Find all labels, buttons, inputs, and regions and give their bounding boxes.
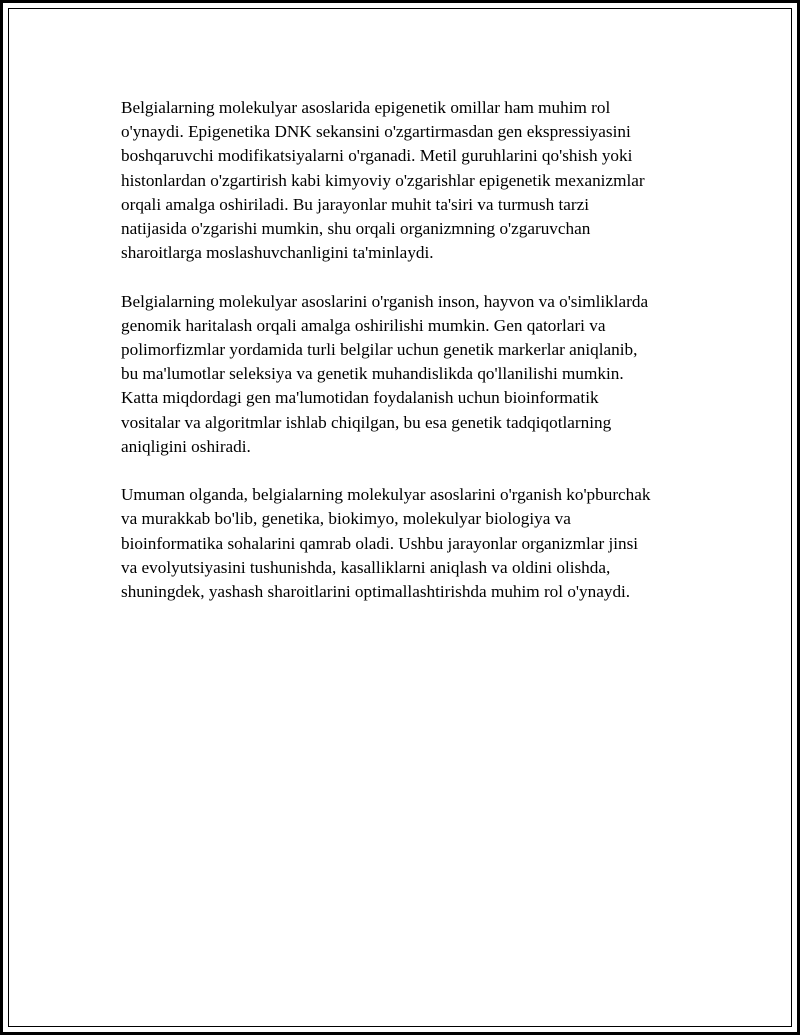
document-body [121, 96, 697, 628]
text-line: aniqligini oshiradi. [121, 436, 251, 456]
text-line: Belgialarning molekulyar asoslarini o'rganish inson, hayvon va o'simliklarda [121, 291, 649, 311]
text-line: Umuman olganda, belgialarning molekulyar asoslarini o'rganish ko'pburchak [121, 485, 651, 505]
text-line: bu ma'lumotlar seleksiya va genetik muhandislikda qo'llanilishi mumkin. [121, 364, 624, 384]
paragraph-genomic-mapping [121, 290, 697, 459]
paragraph-conclusion [121, 483, 697, 604]
text-line: o'ynaydi. Epigenetika DNK sekansini o'zgartirmasdan gen ekspressiyasini [121, 122, 631, 142]
text-line: shuningdek, yashash sharoitlarini optimallashtirishda muhim rol o'ynaydi. [121, 582, 631, 602]
text-line: vositalar va algoritmlar ishlab chiqilgan, bu esa genetik tadqiqotlarning [121, 412, 612, 432]
text-line: sharoitlarga moslashuvchanligini ta'minlaydi. [121, 243, 434, 263]
text-line: genomik haritalash orqali amalga oshirilishi mumkin. Gen qatorlari va [121, 315, 606, 335]
text-line: bioinformatika sohalarini qamrab oladi. Ushbu jarayonlar organizmlar jinsi [121, 533, 639, 553]
text-line: polimorfizmlar yordamida turli belgilar uchun genetik markerlar aniqlanib, [121, 340, 638, 360]
paragraph-epigenetics [121, 96, 697, 265]
text-line: va murakkab bo'lib, genetika, biokimyo, molekulyar biologiya va [121, 509, 571, 529]
text-line: natijasida o'zgarishi mumkin, shu orqali organizmning o'zgaruvchan [121, 219, 591, 239]
text-line: Belgialarning molekulyar asoslarida epigenetik omillar ham muhim rol [121, 98, 611, 117]
text-line: histonlardan o'zgartirish kabi kimyoviy o'zgarishlar epigenetik mexanizmlar [121, 170, 645, 190]
text-line: Katta miqdordagi gen ma'lumotidan foydalanish uchun bioinformatik [121, 388, 599, 408]
text-line: boshqaruvchi modifikatsiyalarni o'rganadi. Metil guruhlarini qo'shish yoki [121, 146, 633, 166]
text-line: orqali amalga oshiriladi. Bu jarayonlar muhit ta'siri va turmush tarzi [121, 194, 589, 214]
text-line: va evolyutsiyasini tushunishda, kasalliklarni aniqlash va oldini olishda, [121, 557, 611, 577]
